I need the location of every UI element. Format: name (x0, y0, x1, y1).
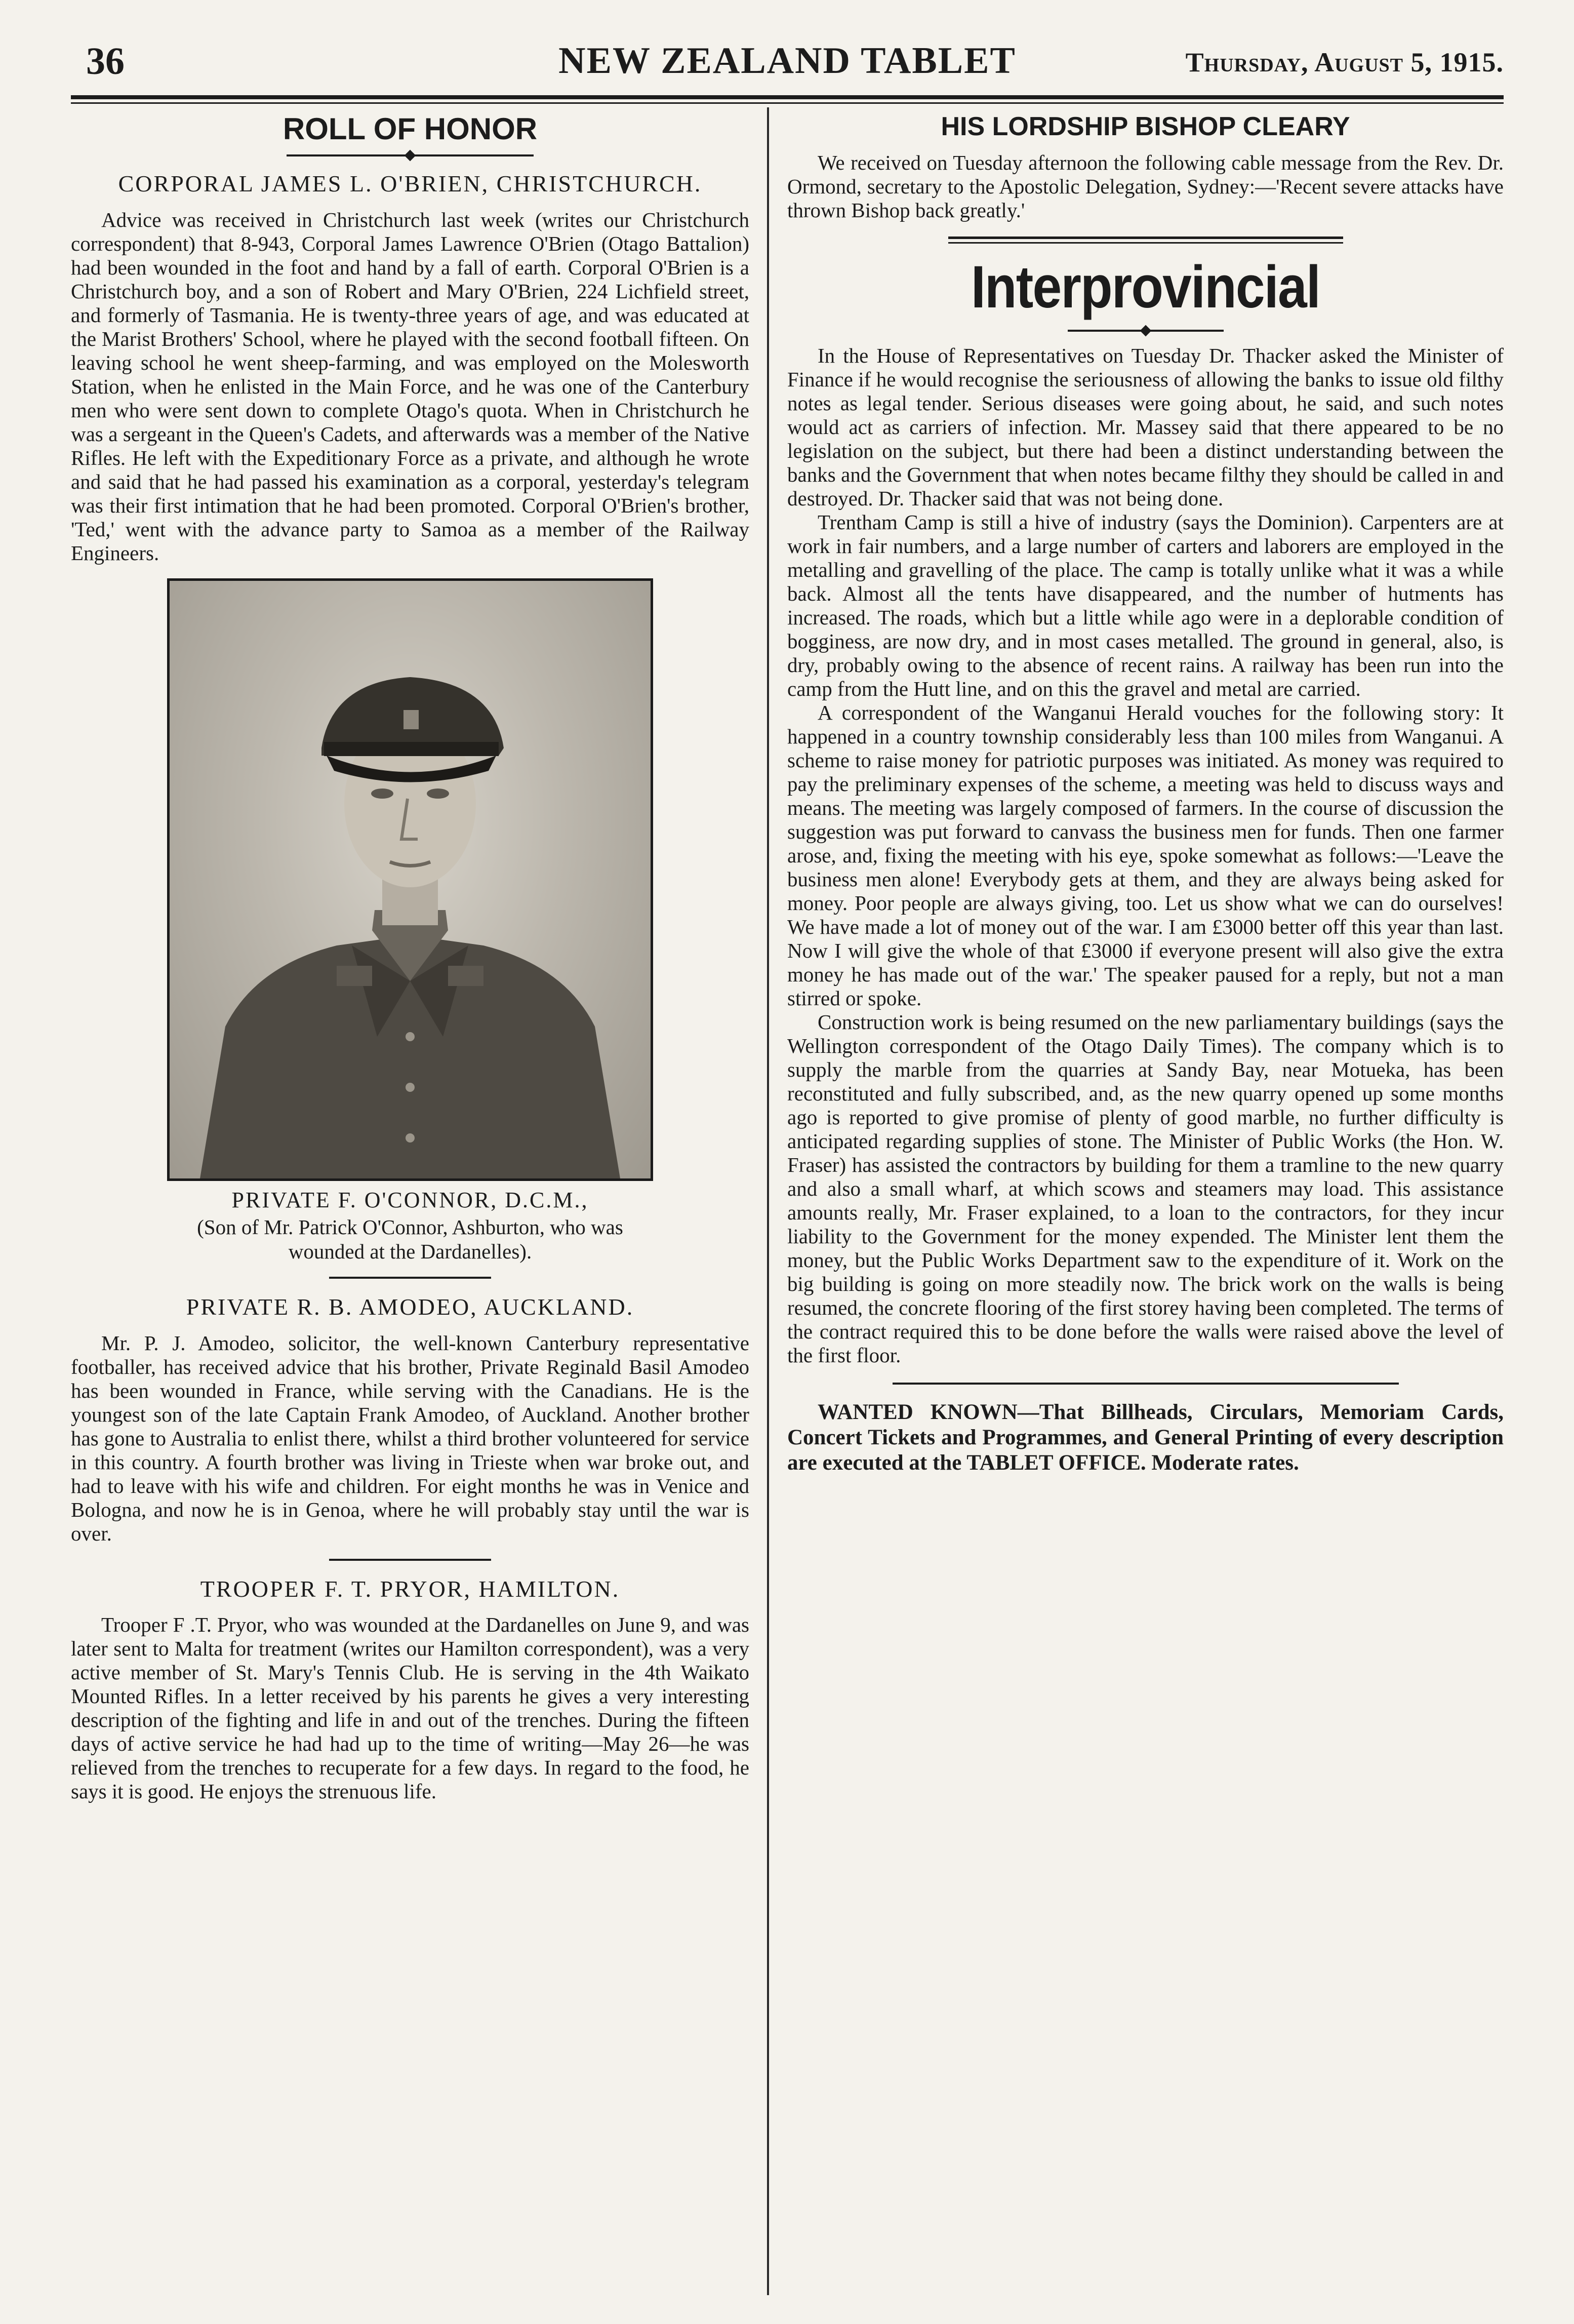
section-divider (329, 1559, 491, 1561)
section-divider (948, 237, 1343, 239)
interprovincial-title: Interprovincial (971, 254, 1320, 321)
amodeo-body: Mr. P. J. Amodeo, solicitor, the well-known Canterbury representative footballer, has received advice that his brother, Private Reginald Basil Amodeo has been wounded in France, while serving with the Canadians. He is the youngest son of the late Captain Frank Amodeo, of Auckland. Another brother has gone to Australia to enlist there, whilst a third brother volunteered for service in this country. A fourth brother was living in Trieste when war broke out, and had to leave with his wife and children. For eight months he was in Venice and Bologna, and now he is in Genoa, where he will probably stay until the war is over. (71, 1331, 749, 1545)
interprovincial-paragraph: Construction work is being resumed on the new parliamentary buildings (says the Wellington correspondent of the Otago Daily Times). The company which is to supply the marble from the quarries at Sandy Bay, near Motueka, has been reconstituted and fully subscribed, and, as the new quarry opened up some months ago is reported to give promise of plenty of good marble, no further difficulty is anticipated regarding supplies of stone. The Minister of Public Works (the Hon. W. Fraser) has assisted the contractors by building for them a tramline to the new quarry and also a small wharf, at which scows and steamers may load. This assistance amounts really, Mr. Fraser explained, to a loan to the contractors, for they incur liability to the Government for the money expended. The Minister lent them the money, but the Public Works Department saw to the expenditure of it. Work on the big building is going on more steadily now. The brick work on the walls is being resumed, the concrete flooring of the first storey having been completed. The terms of the contract required this to be done before the walls were raised above the level of the first floor. (787, 1010, 1504, 1367)
obrien-body: Advice was received in Christchurch last week (writes our Christchurch correspondent) that 8-943, Corporal James Lawrence O'Brien (Otago Battalion) had been wounded in the foot and hand by a fall of earth. Corporal O'Brien is a Christchurch boy, and a son of Robert and Mary O'Brien, 224 Lichfield street, and formerly of Tasmania. He is twenty-three years of age, and was educated at the Marist Brothers' School, where he played with the second football fifteen. On leaving school he went sheep-farming, and was employed on the Molesworth Station, when he enlisted in the Main Force, and he was one of the Canterbury men who were sent down to complete Otago's quota. When in Christchurch he was a sergeant in the Queen's Cadets, and afterwards was a member of the Native Rifles. He left with the Expeditionary Force as a private, and although he wrote and said that he had passed his examination as a corporal, yesterday's telegram was their first intimation that he had been promoted. Corporal O'Brien's brother, 'Ted,' went with the advance party to Samoa as a member of the Railway Engineers. (71, 208, 749, 565)
obrien-article (71, 169, 749, 565)
pryor-body: Trooper F .T. Pryor, who was wounded at the Dardanelles on June 9, and was later sent to Malta for treatment (writes our Hamilton correspondent), was a very active member of St. Mary's Tennis Club. He is serving in the 4th Waikato Mounted Rifles. In a letter received by his parents he gives a very interesting description of the fighting and life in and out of the trenches. During the fifteen days of active service he had had up to the time of writing—May 26—he was relieved from the trenches to recuperate for a few days. In regard to the food, he says it is good. He enjoys the strenuous life. (71, 1613, 749, 1803)
pryor-heading: TROOPER F. T. PRYOR, HAMILTON. (200, 1575, 620, 1602)
portrait-figure (167, 578, 653, 1264)
photo-caption-note: (Son of Mr. Patrick O'Connor, Ashburton, who was wounded at the Dardanelles). (197, 1215, 623, 1263)
interprovincial-paragraph: Trentham Camp is still a hive of industry (says the Dominion). Carpenters are at work in fair numbers, and a large number of carters and laborers are employed in the metalling and gravelling of the place. The camp is totally unlike what it was a while back. Almost all the tents have disappeared, and the number of hutments has increased. The roads, which but a little while ago were in a deplorable condition of bogginess, are now dry, and in most cases metalled. The ground in general, also, is dry, probably owing to the absence of recent rains. A railway has been run into the camp from the Hutt line, and on this the gravel and metal are carried. (787, 510, 1504, 700)
pryor-article (71, 1574, 749, 1804)
section-divider (329, 1277, 491, 1279)
amodeo-article (71, 1292, 749, 1546)
masthead (71, 35, 1504, 101)
section-divider (893, 1383, 1399, 1385)
masthead-rule-thick (71, 95, 1504, 99)
printing-advertisement: WANTED KNOWN—That Billheads, Circulars, Memoriam Cards, Concert Tickets and Programmes, and General Printing of every description are executed at the TABLET OFFICE. Moderate rates. (787, 1400, 1504, 1475)
roll-of-honor-heading: ROLL OF HONOR (282, 112, 538, 146)
issue-date: Thursday, August 5, 1915. (1185, 47, 1504, 77)
section-divider (948, 242, 1343, 244)
interprovincial-article (787, 344, 1504, 1367)
right-column (787, 111, 1504, 1476)
interprovincial-paragraph: In the House of Representatives on Tuesday Dr. Thacker asked the Minister of Finance if he would recognise the seriousness of allowing the banks to issue old filthy notes as legal tender. Serious diseases were going about, he said, and such notes would act as carriers of infection. Mr. Massey said that there appeared to be no legislation on the subject, but there had been a distinct understanding between the banks and the Government that when notes became filthy they should be called in and destroyed. Dr. Thacker said that was not being done. (787, 344, 1504, 510)
bishop-cleary-body: We received on Tuesday afternoon the following cable message from the Rev. Dr. Ormond, secretary to the Apostolic Delegation, Sydney:—'Recent severe attacks have thrown Bishop back greatly.' (787, 151, 1504, 222)
soldier-portrait-photo (167, 578, 653, 1181)
page-number: 36 (86, 40, 125, 83)
bishop-cleary-heading: HIS LORDSHIP BISHOP CLEARY (941, 112, 1350, 141)
masthead-rule-thin (71, 102, 1504, 104)
newspaper-title: NEW ZEALAND TABLET (558, 40, 1016, 82)
heading-ornament (71, 151, 749, 160)
interprovincial-paragraph: A correspondent of the Wanganui Herald vouches for the following story: It happened in a country township considerably less than 100 miles from Wanganui. A scheme to raise money for patriotic purposes was initiated. As money was required to pay the preliminary expenses of the scheme, a meeting was held to discuss ways and means. The meeting was largely composed of farmers. In the course of discussion the suggestion was put forward to canvass the business men for funds. Then one farmer arose, and, fixing the meeting with his eye, spoke somewhat as follows:—'Leave the business men alone! Everybody gets at them, and they are always being asked for money. Poor people are always giving, too. Let us show what we can do ourselves! We have made a lot of money out of the war. I am £3000 better off this year than last. Now I will give the whole of that £3000 if everyone present will also give the extra money he has made out of the war.' The speaker paused for a reply, but not a man stirred or spoke. (787, 701, 1504, 1010)
obrien-heading: CORPORAL JAMES L. O'BRIEN, CHRISTCHURCH. (118, 171, 702, 196)
left-column (71, 111, 749, 1803)
photo-caption-name: PRIVATE F. O'CONNOR, D.C.M., (231, 1187, 589, 1212)
title-ornament (787, 327, 1504, 335)
soldier-portrait-illustration (170, 581, 651, 1178)
amodeo-heading: PRIVATE R. B. AMODEO, AUCKLAND. (186, 1293, 634, 1320)
column-divider (767, 107, 769, 2295)
